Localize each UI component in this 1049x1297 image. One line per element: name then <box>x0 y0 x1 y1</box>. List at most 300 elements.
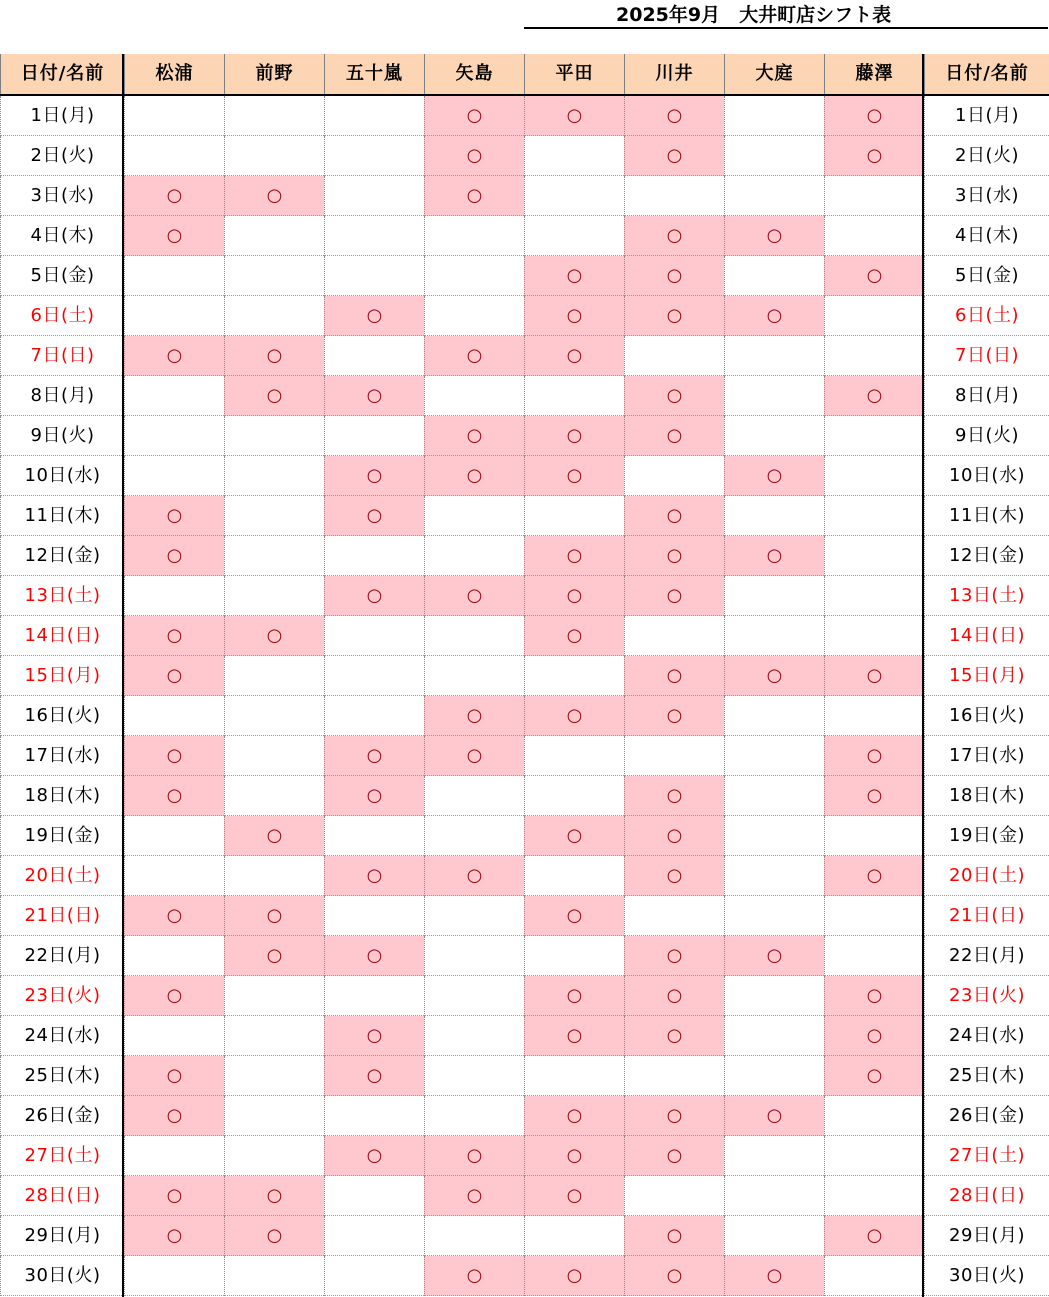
shift-cell[interactable] <box>524 1096 624 1136</box>
date-cell[interactable]: 22日(月) <box>0 936 124 976</box>
shift-cell[interactable] <box>124 816 224 856</box>
shift-cell[interactable] <box>524 536 624 576</box>
shift-cell[interactable] <box>324 936 424 976</box>
shift-cell[interactable] <box>224 1176 324 1216</box>
shift-cell[interactable] <box>124 976 224 1016</box>
date-cell[interactable]: 23日(火) <box>0 976 124 1016</box>
shift-cell[interactable] <box>624 1136 724 1176</box>
shift-cell[interactable] <box>624 856 724 896</box>
shift-cell[interactable] <box>224 736 324 776</box>
shift-cell[interactable] <box>824 656 924 696</box>
shift-cell[interactable] <box>624 496 724 536</box>
shift-cell[interactable] <box>624 176 724 216</box>
shift-cell[interactable] <box>824 336 924 376</box>
shift-cell[interactable] <box>324 536 424 576</box>
shift-cell[interactable] <box>524 976 624 1016</box>
shift-cell[interactable] <box>124 256 224 296</box>
date-cell-right[interactable]: 11日(木) <box>924 496 1049 536</box>
shift-cell[interactable] <box>124 216 224 256</box>
shift-cell[interactable] <box>524 136 624 176</box>
date-cell-right[interactable]: 1日(月) <box>924 96 1049 136</box>
date-cell[interactable]: 15日(月) <box>0 656 124 696</box>
shift-cell[interactable] <box>424 1256 524 1296</box>
shift-cell[interactable] <box>624 96 724 136</box>
date-cell[interactable]: 27日(土) <box>0 1136 124 1176</box>
shift-cell[interactable] <box>224 336 324 376</box>
shift-cell[interactable] <box>624 936 724 976</box>
shift-cell[interactable] <box>324 1256 424 1296</box>
shift-cell[interactable] <box>424 1216 524 1256</box>
date-cell-right[interactable]: 5日(金) <box>924 256 1049 296</box>
shift-cell[interactable] <box>724 1016 824 1056</box>
shift-cell[interactable] <box>124 736 224 776</box>
shift-cell[interactable] <box>724 576 824 616</box>
shift-cell[interactable] <box>724 416 824 456</box>
shift-cell[interactable] <box>824 816 924 856</box>
shift-cell[interactable] <box>224 96 324 136</box>
shift-cell[interactable] <box>124 1016 224 1056</box>
shift-cell[interactable] <box>524 856 624 896</box>
shift-cell[interactable] <box>624 216 724 256</box>
date-cell-right[interactable]: 3日(水) <box>924 176 1049 216</box>
shift-cell[interactable] <box>424 856 524 896</box>
shift-cell[interactable] <box>424 456 524 496</box>
shift-cell[interactable] <box>624 616 724 656</box>
shift-cell[interactable] <box>324 856 424 896</box>
shift-cell[interactable] <box>124 136 224 176</box>
shift-cell[interactable] <box>624 1096 724 1136</box>
date-cell-right[interactable]: 26日(金) <box>924 1096 1049 1136</box>
date-cell[interactable]: 20日(土) <box>0 856 124 896</box>
shift-cell[interactable] <box>524 416 624 456</box>
date-cell-right[interactable]: 14日(日) <box>924 616 1049 656</box>
date-cell[interactable]: 21日(日) <box>0 896 124 936</box>
shift-cell[interactable] <box>124 1056 224 1096</box>
shift-cell[interactable] <box>224 296 324 336</box>
shift-cell[interactable] <box>224 256 324 296</box>
shift-cell[interactable] <box>424 96 524 136</box>
shift-cell[interactable] <box>324 496 424 536</box>
shift-cell[interactable] <box>524 256 624 296</box>
shift-cell[interactable] <box>224 1096 324 1136</box>
shift-cell[interactable] <box>824 856 924 896</box>
date-cell-right[interactable]: 25日(木) <box>924 1056 1049 1096</box>
shift-cell[interactable] <box>724 816 824 856</box>
shift-cell[interactable] <box>324 456 424 496</box>
date-cell[interactable]: 25日(木) <box>0 1056 124 1096</box>
shift-cell[interactable] <box>724 1056 824 1096</box>
shift-cell[interactable] <box>824 1256 924 1296</box>
shift-cell[interactable] <box>424 976 524 1016</box>
date-cell-right[interactable]: 17日(水) <box>924 736 1049 776</box>
shift-cell[interactable] <box>324 296 424 336</box>
shift-cell[interactable] <box>424 536 524 576</box>
shift-cell[interactable] <box>224 616 324 656</box>
shift-cell[interactable] <box>724 1096 824 1136</box>
shift-cell[interactable] <box>124 616 224 656</box>
date-cell[interactable]: 28日(日) <box>0 1176 124 1216</box>
shift-cell[interactable] <box>424 1176 524 1216</box>
shift-cell[interactable] <box>724 496 824 536</box>
shift-cell[interactable] <box>524 576 624 616</box>
shift-cell[interactable] <box>624 696 724 736</box>
shift-cell[interactable] <box>624 336 724 376</box>
shift-cell[interactable] <box>224 416 324 456</box>
shift-cell[interactable] <box>224 176 324 216</box>
shift-cell[interactable] <box>424 296 524 336</box>
shift-cell[interactable] <box>424 136 524 176</box>
shift-cell[interactable] <box>724 696 824 736</box>
shift-cell[interactable] <box>124 1256 224 1296</box>
shift-cell[interactable] <box>724 256 824 296</box>
date-cell-right[interactable]: 18日(木) <box>924 776 1049 816</box>
shift-cell[interactable] <box>224 816 324 856</box>
shift-cell[interactable] <box>124 776 224 816</box>
date-cell[interactable]: 10日(水) <box>0 456 124 496</box>
shift-cell[interactable] <box>124 416 224 456</box>
shift-cell[interactable] <box>124 336 224 376</box>
shift-cell[interactable] <box>224 456 324 496</box>
shift-cell[interactable] <box>624 1056 724 1096</box>
shift-cell[interactable] <box>524 736 624 776</box>
shift-cell[interactable] <box>124 296 224 336</box>
shift-cell[interactable] <box>824 496 924 536</box>
date-cell-right[interactable]: 23日(火) <box>924 976 1049 1016</box>
date-cell[interactable]: 13日(土) <box>0 576 124 616</box>
shift-cell[interactable] <box>224 496 324 536</box>
date-cell[interactable]: 26日(金) <box>0 1096 124 1136</box>
shift-cell[interactable] <box>124 856 224 896</box>
shift-cell[interactable] <box>324 216 424 256</box>
shift-cell[interactable] <box>824 416 924 456</box>
shift-cell[interactable] <box>524 176 624 216</box>
shift-cell[interactable] <box>224 936 324 976</box>
shift-cell[interactable] <box>424 1096 524 1136</box>
shift-cell[interactable] <box>324 616 424 656</box>
shift-cell[interactable] <box>124 656 224 696</box>
shift-cell[interactable] <box>324 696 424 736</box>
date-cell-right[interactable]: 28日(日) <box>924 1176 1049 1216</box>
shift-cell[interactable] <box>524 456 624 496</box>
shift-cell[interactable] <box>724 976 824 1016</box>
shift-cell[interactable] <box>124 96 224 136</box>
shift-cell[interactable] <box>824 616 924 656</box>
shift-cell[interactable] <box>124 696 224 736</box>
shift-cell[interactable] <box>324 736 424 776</box>
date-cell-right[interactable]: 30日(火) <box>924 1256 1049 1296</box>
shift-cell[interactable] <box>524 376 624 416</box>
shift-cell[interactable] <box>124 536 224 576</box>
shift-cell[interactable] <box>324 256 424 296</box>
shift-cell[interactable] <box>424 216 524 256</box>
date-cell[interactable]: 12日(金) <box>0 536 124 576</box>
shift-cell[interactable] <box>424 816 524 856</box>
date-cell-right[interactable]: 2日(火) <box>924 136 1049 176</box>
shift-cell[interactable] <box>724 776 824 816</box>
shift-cell[interactable] <box>224 216 324 256</box>
shift-cell[interactable] <box>524 496 624 536</box>
shift-cell[interactable] <box>324 1136 424 1176</box>
date-cell-right[interactable]: 12日(金) <box>924 536 1049 576</box>
shift-cell[interactable] <box>624 736 724 776</box>
shift-cell[interactable] <box>424 376 524 416</box>
shift-cell[interactable] <box>624 1016 724 1056</box>
shift-cell[interactable] <box>724 376 824 416</box>
shift-cell[interactable] <box>424 496 524 536</box>
shift-cell[interactable] <box>624 136 724 176</box>
shift-cell[interactable] <box>624 456 724 496</box>
date-cell[interactable]: 29日(月) <box>0 1216 124 1256</box>
shift-cell[interactable] <box>524 216 624 256</box>
date-cell-right[interactable]: 22日(月) <box>924 936 1049 976</box>
shift-cell[interactable] <box>724 896 824 936</box>
shift-cell[interactable] <box>524 1136 624 1176</box>
shift-cell[interactable] <box>824 216 924 256</box>
shift-cell[interactable] <box>224 1136 324 1176</box>
shift-cell[interactable] <box>324 1096 424 1136</box>
shift-cell[interactable] <box>324 376 424 416</box>
shift-cell[interactable] <box>324 1016 424 1056</box>
shift-cell[interactable] <box>824 696 924 736</box>
shift-cell[interactable] <box>824 376 924 416</box>
shift-cell[interactable] <box>224 1016 324 1056</box>
shift-cell[interactable] <box>424 416 524 456</box>
shift-cell[interactable] <box>424 576 524 616</box>
shift-cell[interactable] <box>524 936 624 976</box>
date-cell-right[interactable]: 29日(月) <box>924 1216 1049 1256</box>
shift-cell[interactable] <box>724 736 824 776</box>
date-cell[interactable]: 1日(月) <box>0 96 124 136</box>
shift-cell[interactable] <box>624 656 724 696</box>
date-cell-right[interactable]: 8日(月) <box>924 376 1049 416</box>
date-cell-right[interactable]: 9日(火) <box>924 416 1049 456</box>
shift-cell[interactable] <box>124 896 224 936</box>
date-cell[interactable]: 19日(金) <box>0 816 124 856</box>
shift-cell[interactable] <box>324 136 424 176</box>
shift-cell[interactable] <box>824 1016 924 1056</box>
shift-cell[interactable] <box>324 656 424 696</box>
date-cell-right[interactable]: 4日(木) <box>924 216 1049 256</box>
shift-cell[interactable] <box>524 696 624 736</box>
shift-cell[interactable] <box>824 176 924 216</box>
shift-cell[interactable] <box>724 936 824 976</box>
shift-cell[interactable] <box>524 1256 624 1296</box>
date-cell-right[interactable]: 7日(日) <box>924 336 1049 376</box>
shift-cell[interactable] <box>824 1136 924 1176</box>
date-cell-right[interactable]: 27日(土) <box>924 1136 1049 1176</box>
shift-cell[interactable] <box>124 1136 224 1176</box>
shift-cell[interactable] <box>624 296 724 336</box>
shift-cell[interactable] <box>724 296 824 336</box>
shift-cell[interactable] <box>224 536 324 576</box>
shift-cell[interactable] <box>824 776 924 816</box>
shift-cell[interactable] <box>124 936 224 976</box>
shift-cell[interactable] <box>624 1176 724 1216</box>
date-cell-right[interactable]: 6日(土) <box>924 296 1049 336</box>
shift-cell[interactable] <box>224 856 324 896</box>
shift-cell[interactable] <box>724 216 824 256</box>
date-cell[interactable]: 6日(土) <box>0 296 124 336</box>
shift-cell[interactable] <box>824 456 924 496</box>
shift-cell[interactable] <box>324 776 424 816</box>
date-cell[interactable]: 8日(月) <box>0 376 124 416</box>
shift-cell[interactable] <box>324 176 424 216</box>
date-cell-right[interactable]: 20日(土) <box>924 856 1049 896</box>
shift-cell[interactable] <box>124 1176 224 1216</box>
shift-cell[interactable] <box>424 696 524 736</box>
shift-cell[interactable] <box>724 536 824 576</box>
shift-cell[interactable] <box>824 136 924 176</box>
date-cell-right[interactable]: 21日(日) <box>924 896 1049 936</box>
shift-cell[interactable] <box>524 896 624 936</box>
shift-cell[interactable] <box>824 1096 924 1136</box>
shift-cell[interactable] <box>624 376 724 416</box>
shift-cell[interactable] <box>824 96 924 136</box>
shift-cell[interactable] <box>824 1056 924 1096</box>
shift-cell[interactable] <box>524 616 624 656</box>
shift-cell[interactable] <box>724 656 824 696</box>
shift-cell[interactable] <box>724 96 824 136</box>
shift-cell[interactable] <box>324 816 424 856</box>
shift-cell[interactable] <box>524 1056 624 1096</box>
shift-cell[interactable] <box>524 656 624 696</box>
shift-cell[interactable] <box>324 336 424 376</box>
date-cell[interactable]: 14日(日) <box>0 616 124 656</box>
shift-cell[interactable] <box>424 1016 524 1056</box>
date-cell[interactable]: 2日(火) <box>0 136 124 176</box>
shift-cell[interactable] <box>824 576 924 616</box>
date-cell-right[interactable]: 15日(月) <box>924 656 1049 696</box>
date-cell-right[interactable]: 24日(水) <box>924 1016 1049 1056</box>
date-cell[interactable]: 7日(日) <box>0 336 124 376</box>
shift-cell[interactable] <box>824 296 924 336</box>
shift-cell[interactable] <box>824 1216 924 1256</box>
shift-cell[interactable] <box>124 456 224 496</box>
shift-cell[interactable] <box>224 136 324 176</box>
shift-cell[interactable] <box>524 1216 624 1256</box>
date-cell[interactable]: 16日(火) <box>0 696 124 736</box>
shift-cell[interactable] <box>524 1176 624 1216</box>
shift-cell[interactable] <box>424 896 524 936</box>
shift-cell[interactable] <box>824 936 924 976</box>
shift-cell[interactable] <box>424 1056 524 1096</box>
shift-cell[interactable] <box>324 1176 424 1216</box>
shift-cell[interactable] <box>624 1216 724 1256</box>
shift-cell[interactable] <box>624 256 724 296</box>
shift-cell[interactable] <box>724 136 824 176</box>
shift-cell[interactable] <box>724 1216 824 1256</box>
shift-cell[interactable] <box>324 1216 424 1256</box>
shift-cell[interactable] <box>824 896 924 936</box>
shift-cell[interactable] <box>324 976 424 1016</box>
shift-cell[interactable] <box>224 576 324 616</box>
shift-cell[interactable] <box>624 576 724 616</box>
date-cell[interactable]: 11日(木) <box>0 496 124 536</box>
shift-cell[interactable] <box>524 336 624 376</box>
shift-cell[interactable] <box>624 976 724 1016</box>
shift-cell[interactable] <box>424 736 524 776</box>
shift-cell[interactable] <box>224 696 324 736</box>
shift-cell[interactable] <box>524 816 624 856</box>
date-cell[interactable]: 4日(木) <box>0 216 124 256</box>
shift-cell[interactable] <box>324 96 424 136</box>
shift-cell[interactable] <box>824 256 924 296</box>
shift-cell[interactable] <box>324 416 424 456</box>
shift-cell[interactable] <box>324 576 424 616</box>
shift-cell[interactable] <box>124 1096 224 1136</box>
shift-cell[interactable] <box>524 1016 624 1056</box>
date-cell-right[interactable]: 19日(金) <box>924 816 1049 856</box>
shift-cell[interactable] <box>624 536 724 576</box>
date-cell[interactable]: 30日(火) <box>0 1256 124 1296</box>
shift-cell[interactable] <box>224 776 324 816</box>
shift-cell[interactable] <box>424 1136 524 1176</box>
shift-cell[interactable] <box>424 656 524 696</box>
date-cell[interactable]: 9日(火) <box>0 416 124 456</box>
shift-cell[interactable] <box>324 896 424 936</box>
shift-cell[interactable] <box>224 976 324 1016</box>
shift-cell[interactable] <box>124 576 224 616</box>
shift-cell[interactable] <box>124 496 224 536</box>
shift-cell[interactable] <box>124 176 224 216</box>
shift-cell[interactable] <box>424 936 524 976</box>
shift-cell[interactable] <box>724 456 824 496</box>
date-cell[interactable]: 3日(水) <box>0 176 124 216</box>
shift-cell[interactable] <box>224 1056 324 1096</box>
shift-cell[interactable] <box>424 776 524 816</box>
date-cell-right[interactable]: 13日(土) <box>924 576 1049 616</box>
shift-cell[interactable] <box>524 776 624 816</box>
shift-cell[interactable] <box>824 536 924 576</box>
shift-cell[interactable] <box>424 336 524 376</box>
date-cell-right[interactable]: 16日(火) <box>924 696 1049 736</box>
shift-cell[interactable] <box>224 656 324 696</box>
shift-cell[interactable] <box>424 616 524 656</box>
shift-cell[interactable] <box>724 856 824 896</box>
date-cell[interactable]: 17日(水) <box>0 736 124 776</box>
shift-cell[interactable] <box>724 1136 824 1176</box>
date-cell[interactable]: 24日(水) <box>0 1016 124 1056</box>
shift-cell[interactable] <box>624 1256 724 1296</box>
shift-cell[interactable] <box>624 416 724 456</box>
shift-cell[interactable] <box>624 896 724 936</box>
shift-cell[interactable] <box>524 96 624 136</box>
shift-cell[interactable] <box>724 1176 824 1216</box>
shift-cell[interactable] <box>224 376 324 416</box>
shift-cell[interactable] <box>124 376 224 416</box>
date-cell[interactable]: 18日(木) <box>0 776 124 816</box>
shift-cell[interactable] <box>724 1256 824 1296</box>
shift-cell[interactable] <box>224 896 324 936</box>
shift-cell[interactable] <box>824 736 924 776</box>
shift-cell[interactable] <box>724 176 824 216</box>
date-cell-right[interactable]: 10日(水) <box>924 456 1049 496</box>
shift-cell[interactable] <box>224 1216 324 1256</box>
shift-cell[interactable] <box>824 1176 924 1216</box>
shift-cell[interactable] <box>724 616 824 656</box>
shift-cell[interactable] <box>624 776 724 816</box>
date-cell[interactable]: 5日(金) <box>0 256 124 296</box>
shift-cell[interactable] <box>824 976 924 1016</box>
shift-cell[interactable] <box>524 296 624 336</box>
shift-cell[interactable] <box>624 816 724 856</box>
shift-cell[interactable] <box>224 1256 324 1296</box>
shift-cell[interactable] <box>424 256 524 296</box>
shift-cell[interactable] <box>124 1216 224 1256</box>
shift-cell[interactable] <box>324 1056 424 1096</box>
shift-cell[interactable] <box>424 176 524 216</box>
shift-cell[interactable] <box>724 336 824 376</box>
